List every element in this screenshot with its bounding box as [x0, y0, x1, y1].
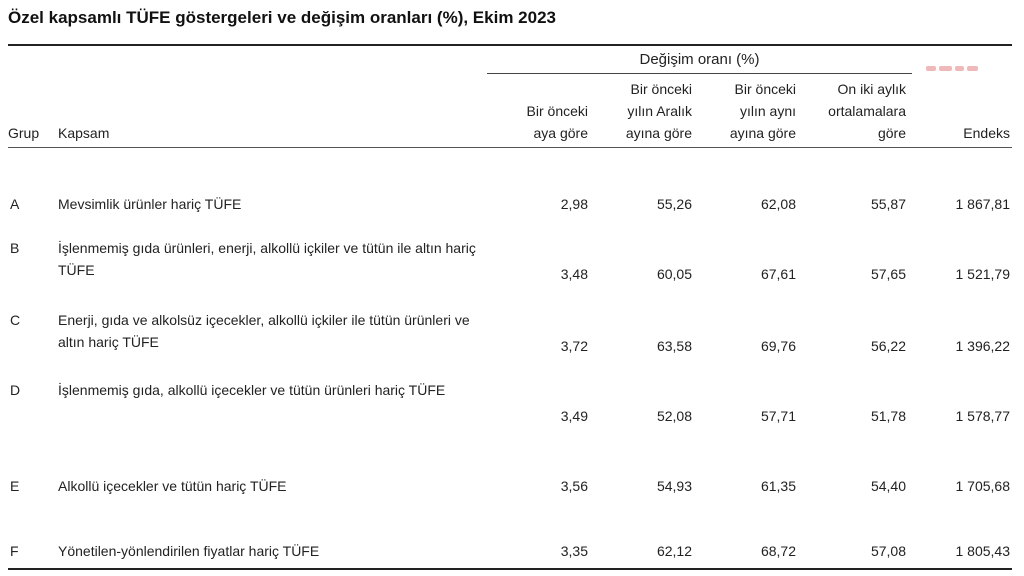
cell-same-month: 62,08: [760, 196, 796, 212]
change-rate-group-header: Değişim oranı (%): [639, 51, 760, 68]
cell-index: 1 705,68: [955, 478, 1010, 494]
cell-same-month: 57,71: [760, 408, 796, 424]
cell-index: 1 867,81: [955, 196, 1010, 212]
cell-twelve-month: 51,78: [870, 408, 906, 424]
cell-grup: C: [10, 312, 21, 328]
cell-kapsam: İşlenmemiş gıda, alkollü içecekler ve tütün ürünleri hariç TÜFE: [58, 382, 446, 398]
table-bottom-rule: [8, 568, 1012, 570]
cell-twelve-month: 57,08: [870, 543, 906, 559]
cell-twelve-month: 54,40: [870, 478, 906, 494]
header-twelve-month: On iki aylık ortalamalara göre: [828, 81, 906, 141]
cell-monthly: 3,56: [560, 478, 588, 494]
cell-grup: A: [10, 196, 20, 212]
header-kapsam: Kapsam: [58, 125, 110, 141]
cell-december: 55,26: [656, 196, 692, 212]
cell-index: 1 578,77: [955, 408, 1010, 424]
header-december: Bir önceki yılın Aralık ayına göre: [625, 81, 692, 141]
cell-monthly: 3,48: [560, 266, 588, 282]
cell-index: 1 396,22: [955, 338, 1010, 354]
cell-twelve-month: 57,65: [870, 266, 906, 282]
header-monthly: Bir önceki aya göre: [526, 103, 588, 141]
cell-grup: D: [10, 382, 21, 398]
cell-kapsam: Yönetilen-yönlendirilen fiyatlar hariç TÜFE: [58, 543, 320, 559]
header-grup: Grup: [8, 125, 40, 141]
cell-twelve-month: 56,22: [870, 338, 906, 354]
cell-december: 54,93: [656, 478, 692, 494]
cell-december: 63,58: [656, 338, 692, 354]
cell-kapsam: Enerji, gıda ve alkolsüz içecekler, alkollü içkiler ile tütün ürünleri ve altın hariç TÜFE: [58, 312, 470, 350]
cell-kapsam: Mevsimlik ürünler hariç TÜFE: [58, 196, 242, 212]
cell-grup: E: [10, 478, 20, 494]
table-top-rule: [8, 44, 1012, 46]
cell-grup: B: [10, 240, 20, 256]
watermark-logo: [926, 63, 978, 73]
cell-december: 62,12: [656, 543, 692, 559]
cell-same-month: 61,35: [760, 478, 796, 494]
cell-december: 52,08: [656, 408, 692, 424]
cell-monthly: 3,35: [560, 543, 588, 559]
cell-kapsam: İşlenmemiş gıda ürünleri, enerji, alkollü içkiler ve tütün ile altın hariç TÜFE: [58, 240, 476, 278]
cell-same-month: 69,76: [760, 338, 796, 354]
cell-same-month: 68,72: [760, 543, 796, 559]
cell-december: 60,05: [656, 266, 692, 282]
cell-grup: F: [10, 543, 19, 559]
table-title: Özel kapsamlı TÜFE göstergeleri ve değişim oranları (%), Ekim 2023: [8, 8, 556, 27]
cell-index: 1 805,43: [955, 543, 1010, 559]
header-index: Endeks: [963, 125, 1010, 141]
group-header-underline: [487, 73, 912, 74]
cell-kapsam: Alkollü içecekler ve tütün hariç TÜFE: [58, 478, 287, 494]
table-header-rule: [8, 147, 1012, 148]
cell-monthly: 3,72: [560, 338, 588, 354]
cell-monthly: 2,98: [560, 196, 588, 212]
cell-same-month: 67,61: [760, 266, 796, 282]
header-same-month: Bir önceki yılın aynı ayına göre: [729, 81, 796, 141]
cell-twelve-month: 55,87: [870, 196, 906, 212]
cell-index: 1 521,79: [955, 266, 1010, 282]
cell-monthly: 3,49: [560, 408, 588, 424]
